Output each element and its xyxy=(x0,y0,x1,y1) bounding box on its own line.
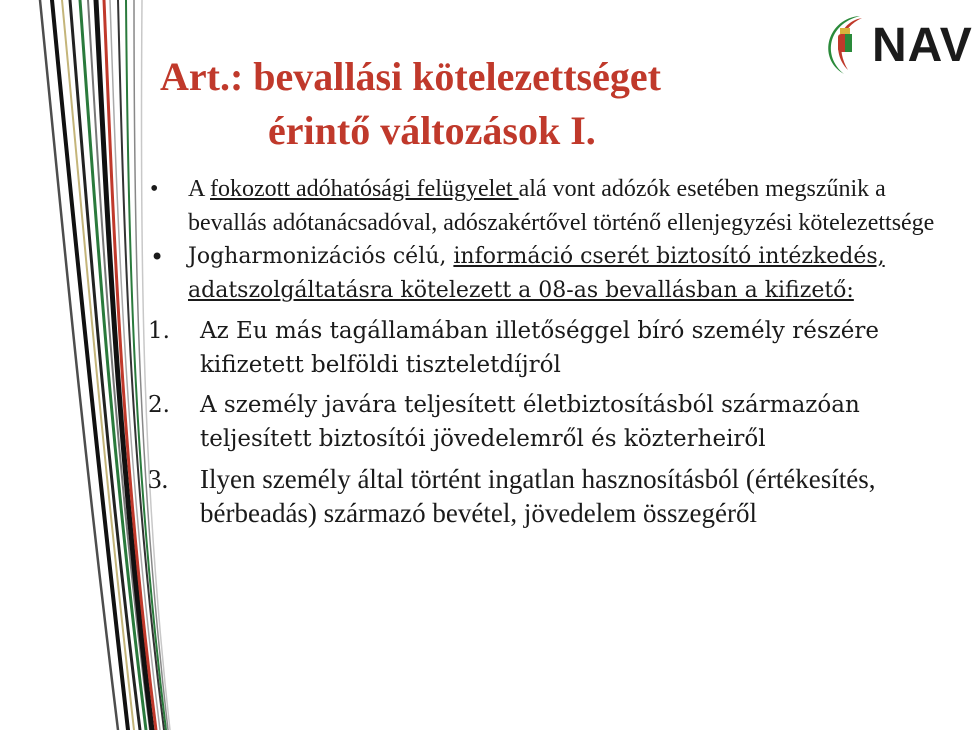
underlined-term: fokozott adóhatósági felügyelet xyxy=(210,176,519,202)
bullet-dot: • xyxy=(150,243,165,271)
numbered-item xyxy=(148,314,948,382)
item-text: A személy javára teljesített életbiztosításból származóan teljesített biztosítói jövedelemről és közterheiről xyxy=(200,392,860,452)
bullet-item: • A fokozott adóhatósági felügyelet alá vont adózók esetében megszűnik a bevallás adótanácsadóval, adószakértővel történő ellenjegyzési kötelezettsége xyxy=(148,172,948,240)
bullet-dot: • xyxy=(150,176,159,202)
numbered-list xyxy=(148,314,948,530)
item-number: 2. xyxy=(148,392,170,418)
nav-logo-text: NAV xyxy=(872,19,973,72)
item-text: Ilyen személy által történt ingatlan hasznosításból (értékesítés, bérbeadás) származó bevétel, jövedelem összegéről xyxy=(200,464,876,528)
slide-content xyxy=(148,172,948,530)
numbered-item xyxy=(148,462,948,530)
item-text: Az Eu más tagállamában illetőséggel bíró személy részére kifizetett belföldi tiszteletdíjról xyxy=(200,318,879,378)
item-number: 3. xyxy=(148,464,169,494)
bullet-item: • Jogharmonizációs célú, információ cserét biztosító intézkedés, adatszolgáltatásra kötelezett a 08-as bevallásban a kifizető: xyxy=(148,240,948,308)
numbered-item xyxy=(148,388,948,456)
title-line-1: Art.: bevallási kötelezettséget xyxy=(160,54,661,99)
title-line-2: érintő változások I. xyxy=(268,108,596,153)
underlined-term: információ cserét biztosító intézkedés, adatszolgáltatásra kötelezett a 08-as bevallásban a kifizető: xyxy=(188,244,885,303)
item-number: 1. xyxy=(148,318,170,344)
slide-title xyxy=(160,50,780,158)
